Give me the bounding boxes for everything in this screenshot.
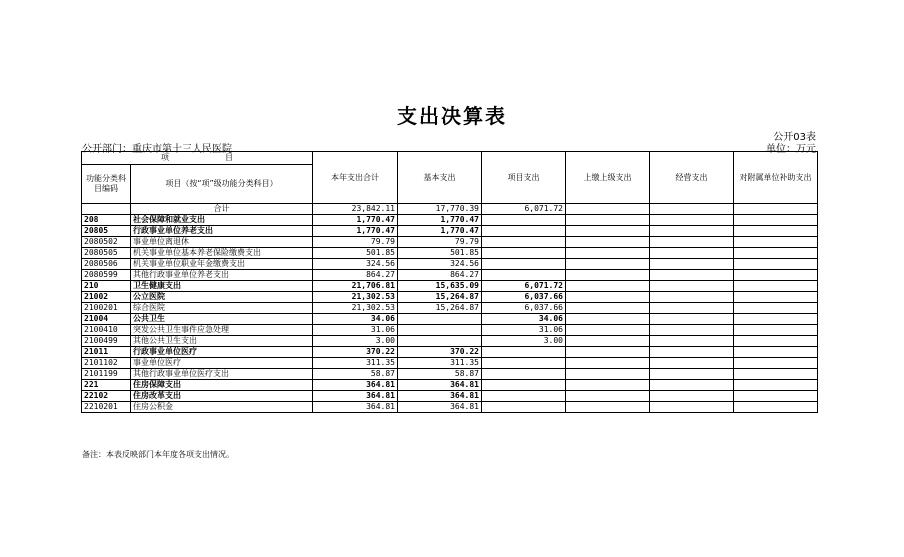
cell-total: 3.00 [313, 336, 398, 347]
unit-label: 单位：万元 [766, 144, 816, 155]
cell-total: 21,302.53 [313, 303, 398, 314]
cell-subsidy [734, 303, 818, 314]
cell-upper [566, 402, 650, 413]
cell-total: 501.85 [313, 248, 398, 259]
table-row [82, 281, 818, 292]
cell-name: 公立医院 [131, 292, 313, 303]
cell-code: 22102 [82, 391, 131, 402]
cell-total: 324.56 [313, 259, 398, 270]
cell-operating [650, 226, 734, 237]
cell-upper [566, 204, 650, 215]
cell-project: 31.06 [482, 325, 566, 336]
cell-project [482, 347, 566, 358]
cell-project [482, 215, 566, 226]
cell-upper [566, 226, 650, 237]
cell-name: 行政事业单位养老支出 [131, 226, 313, 237]
table-row [82, 325, 818, 336]
cell-total: 31.06 [313, 325, 398, 336]
cell-subsidy [734, 215, 818, 226]
cell-operating [650, 215, 734, 226]
cell-basic: 311.35 [398, 358, 482, 369]
cell-operating [650, 336, 734, 347]
cell-upper [566, 347, 650, 358]
cell-project: 3.00 [482, 336, 566, 347]
cell-project [482, 402, 566, 413]
cell-total: 364.81 [313, 380, 398, 391]
cell-code: 2101199 [82, 369, 131, 380]
cell-code [82, 204, 131, 215]
cell-total: 21,302.53 [313, 292, 398, 303]
cell-project: 6,037.66 [482, 303, 566, 314]
cell-name: 其他行政事业单位养老支出 [131, 270, 313, 281]
cell-subsidy [734, 380, 818, 391]
table-row [82, 248, 818, 259]
cell-upper [566, 380, 650, 391]
cell-subsidy [734, 237, 818, 248]
cell-operating [650, 204, 734, 215]
cell-subsidy [734, 336, 818, 347]
cell-name: 机关事业单位职业年金缴费支出 [131, 259, 313, 270]
table-row [82, 303, 818, 314]
cell-operating [650, 391, 734, 402]
cell-total: 311.35 [313, 358, 398, 369]
cell-operating [650, 303, 734, 314]
cell-project: 34.06 [482, 314, 566, 325]
cell-project [482, 369, 566, 380]
cell-subsidy [734, 314, 818, 325]
cell-code: 20805 [82, 226, 131, 237]
cell-total: 23,842.11 [313, 204, 398, 215]
cell-subsidy [734, 204, 818, 215]
table-code: 公开03表 [773, 132, 816, 143]
cell-code: 2080502 [82, 237, 131, 248]
cell-name: 其他公共卫生支出 [131, 336, 313, 347]
cell-name: 突发公共卫生事件应急处理 [131, 325, 313, 336]
cell-basic: 1,770.47 [398, 226, 482, 237]
cell-upper [566, 237, 650, 248]
cell-upper [566, 325, 650, 336]
cell-operating [650, 314, 734, 325]
page-title: 支出决算表 [397, 104, 507, 128]
cell-project: 6,071.72 [482, 204, 566, 215]
cell-name: 综合医院 [131, 303, 313, 314]
cell-name: 机关事业单位基本养老保险缴费支出 [131, 248, 313, 259]
cell-name: 社会保障和就业支出 [131, 215, 313, 226]
cell-basic: 501.85 [398, 248, 482, 259]
cell-upper [566, 369, 650, 380]
cell-name: 住房保障支出 [131, 380, 313, 391]
header-name: 项目（按“项”级功能分类科目） [131, 165, 313, 204]
cell-basic: 864.27 [398, 270, 482, 281]
department-label: 公开部门：重庆市第十三人民医院 [82, 144, 232, 155]
cell-subsidy [734, 358, 818, 369]
cell-subsidy [734, 270, 818, 281]
cell-total: 364.81 [313, 402, 398, 413]
cell-upper [566, 391, 650, 402]
cell-code: 21002 [82, 292, 131, 303]
cell-upper [566, 281, 650, 292]
cell-operating [650, 325, 734, 336]
cell-name: 卫生健康支出 [131, 281, 313, 292]
cell-basic: 15,635.09 [398, 281, 482, 292]
cell-total: 364.81 [313, 391, 398, 402]
cell-code: 21011 [82, 347, 131, 358]
cell-code: 208 [82, 215, 131, 226]
cell-basic [398, 336, 482, 347]
cell-subsidy [734, 347, 818, 358]
cell-basic: 324.56 [398, 259, 482, 270]
cell-operating [650, 248, 734, 259]
cell-basic: 17,770.39 [398, 204, 482, 215]
table-row [82, 237, 818, 248]
header-operating: 经营支出 [650, 152, 734, 204]
header-upper: 上缴上级支出 [566, 152, 650, 204]
cell-total: 34.06 [313, 314, 398, 325]
table-row [82, 369, 818, 380]
cell-subsidy [734, 369, 818, 380]
cell-upper [566, 248, 650, 259]
table-row [82, 259, 818, 270]
table-row [82, 391, 818, 402]
cell-project [482, 259, 566, 270]
cell-name: 住房改革支出 [131, 391, 313, 402]
cell-code: 2100499 [82, 336, 131, 347]
header-group: 项 目 [82, 152, 313, 165]
cell-total: 370.22 [313, 347, 398, 358]
cell-operating [650, 347, 734, 358]
cell-basic: 15,264.87 [398, 303, 482, 314]
header-code: 功能分类科目编码 [82, 165, 131, 204]
table-row [82, 226, 818, 237]
table-row [82, 314, 818, 325]
table-row [82, 270, 818, 281]
cell-operating [650, 237, 734, 248]
cell-subsidy [734, 281, 818, 292]
cell-operating [650, 369, 734, 380]
cell-upper [566, 215, 650, 226]
cell-name: 事业单位离退休 [131, 237, 313, 248]
cell-code: 21004 [82, 314, 131, 325]
cell-code: 221 [82, 380, 131, 391]
cell-operating [650, 380, 734, 391]
cell-project [482, 391, 566, 402]
cell-project [482, 226, 566, 237]
cell-basic: 364.81 [398, 402, 482, 413]
table-row [82, 347, 818, 358]
cell-name: 住房公积金 [131, 402, 313, 413]
footnote: 备注：本表反映部门本年度各项支出情况。 [82, 450, 234, 459]
cell-subsidy [734, 259, 818, 270]
cell-name: 公共卫生 [131, 314, 313, 325]
table-row [82, 215, 818, 226]
cell-project [482, 248, 566, 259]
cell-upper [566, 314, 650, 325]
cell-name: 事业单位医疗 [131, 358, 313, 369]
cell-basic: 364.81 [398, 380, 482, 391]
header-project: 项目支出 [482, 152, 566, 204]
header-total: 本年支出合计 [313, 152, 398, 204]
cell-code: 210 [82, 281, 131, 292]
cell-code: 2100410 [82, 325, 131, 336]
cell-total: 79.79 [313, 237, 398, 248]
cell-name: 行政事业单位医疗 [131, 347, 313, 358]
header-basic: 基本支出 [398, 152, 482, 204]
cell-operating [650, 281, 734, 292]
table-row [82, 402, 818, 413]
table-row [82, 380, 818, 391]
cell-project [482, 380, 566, 391]
cell-basic: 364.81 [398, 391, 482, 402]
cell-upper [566, 303, 650, 314]
cell-subsidy [734, 226, 818, 237]
cell-project [482, 237, 566, 248]
cell-upper [566, 292, 650, 303]
cell-name: 其他行政事业单位医疗支出 [131, 369, 313, 380]
cell-operating [650, 402, 734, 413]
cell-project: 6,071.72 [482, 281, 566, 292]
cell-subsidy [734, 402, 818, 413]
cell-total: 58.87 [313, 369, 398, 380]
cell-basic: 58.87 [398, 369, 482, 380]
cell-subsidy [734, 248, 818, 259]
cell-code: 2210201 [82, 402, 131, 413]
table-row [82, 292, 818, 303]
cell-total: 21,706.81 [313, 281, 398, 292]
cell-total: 1,770.47 [313, 226, 398, 237]
cell-code: 2080506 [82, 259, 131, 270]
header-subsidy: 对附属单位补助支出 [734, 152, 818, 204]
cell-code: 2101102 [82, 358, 131, 369]
cell-name: 合计 [131, 204, 313, 215]
cell-basic: 15,264.87 [398, 292, 482, 303]
table-row [82, 358, 818, 369]
cell-project [482, 270, 566, 281]
table-row [82, 336, 818, 347]
cell-code: 2100201 [82, 303, 131, 314]
expenditure-table [81, 151, 818, 413]
cell-project [482, 358, 566, 369]
cell-total: 1,770.47 [313, 215, 398, 226]
cell-operating [650, 292, 734, 303]
cell-upper [566, 358, 650, 369]
cell-total: 864.27 [313, 270, 398, 281]
cell-code: 2080505 [82, 248, 131, 259]
cell-operating [650, 259, 734, 270]
cell-subsidy [734, 391, 818, 402]
cell-operating [650, 358, 734, 369]
cell-upper [566, 336, 650, 347]
cell-code: 2080599 [82, 270, 131, 281]
cell-upper [566, 259, 650, 270]
cell-subsidy [734, 292, 818, 303]
cell-basic [398, 325, 482, 336]
cell-upper [566, 270, 650, 281]
cell-basic: 370.22 [398, 347, 482, 358]
cell-operating [650, 270, 734, 281]
cell-basic [398, 314, 482, 325]
cell-basic: 1,770.47 [398, 215, 482, 226]
table-row [82, 204, 818, 215]
cell-subsidy [734, 325, 818, 336]
cell-basic: 79.79 [398, 237, 482, 248]
table-body [82, 204, 818, 413]
cell-project: 6,037.66 [482, 292, 566, 303]
